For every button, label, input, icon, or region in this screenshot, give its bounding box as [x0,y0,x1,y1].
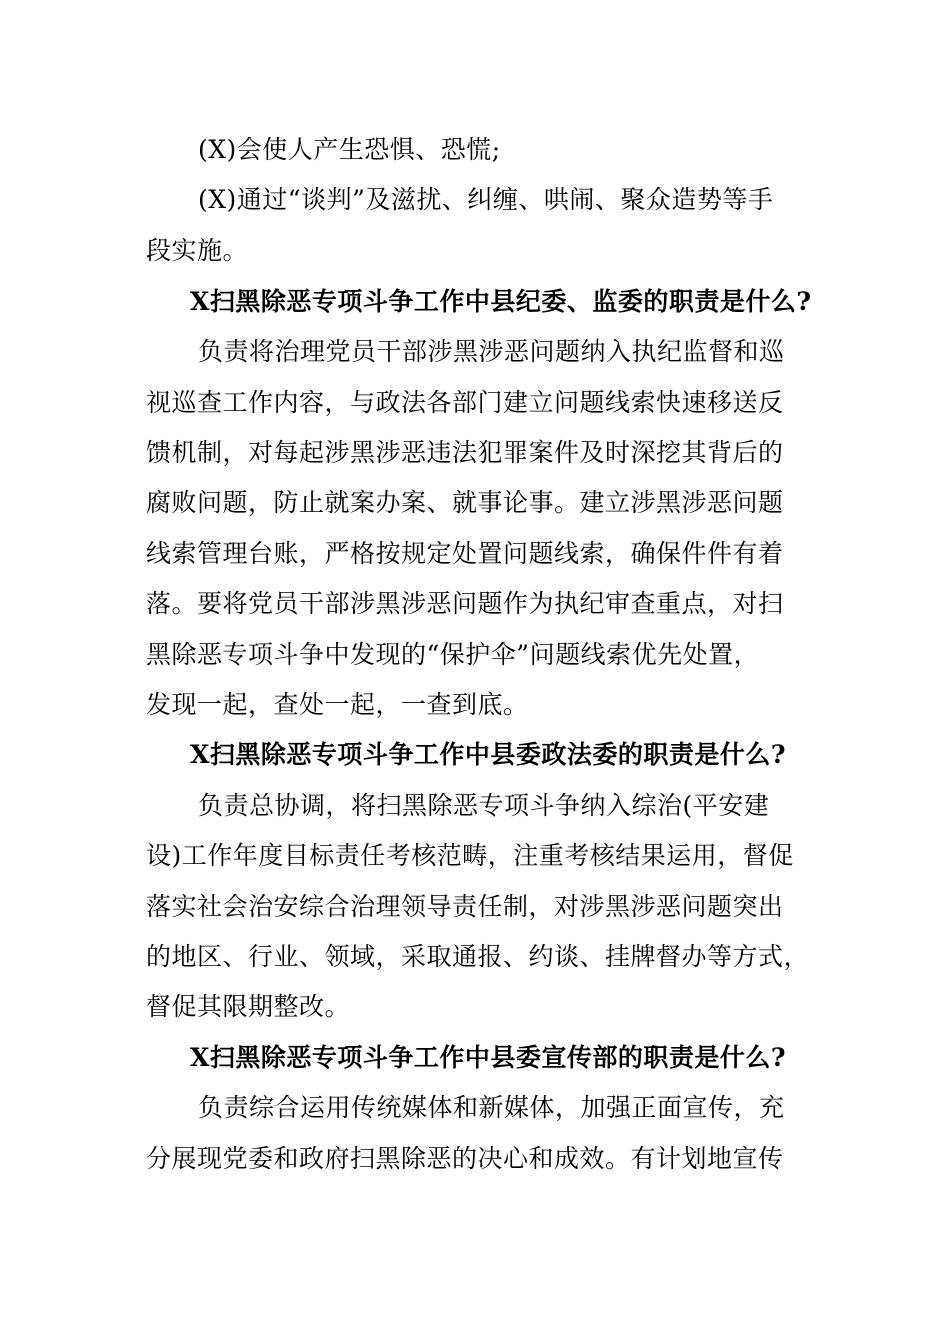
paragraph-line: 设)工作年度目标责任考核范畴，注重考核结果运用，督促 [146,841,794,870]
paragraph-line: 分展现党委和政府扫黑除恶的决心和成效。有计划地宣传 [146,1144,784,1173]
paragraph-line: 的地区、行业、领域，采取通报、约谈、挂牌督办等方式， [146,942,810,971]
section-heading-propaganda-department: X扫黑除恶专项斗争工作中县委宣传部的职责是什么? [190,1043,787,1072]
paragraph-line: 督促其限期整改。 [146,992,351,1021]
paragraph-line: 段实施。 [146,236,249,265]
paragraph-line: 落。要将党员干部涉黑涉恶问题作为执纪审查重点，对扫 [146,589,784,618]
paragraph-line: 线索管理台账，严格按规定处置问题线索，确保件件有着 [146,539,784,568]
paragraph-line: 视巡查工作内容，与政法各部门建立问题线索快速移送反 [146,388,784,417]
paragraph-line: 负责综合运用传统媒体和新媒体，加强正面宣传，充 [198,1093,785,1122]
paragraph-line: 落实社会治安综合治理领导责任制，对涉黑涉恶问题突出 [146,892,784,921]
paragraph-line: 馈机制，对每起涉黑涉恶违法犯罪案件及时深挖其背后的 [146,438,784,467]
section-heading-discipline-commission: X扫黑除恶专项斗争工作中县纪委、监委的职责是什么? [190,287,812,316]
paragraph-line: 腐败问题，防止就案办案、就事论事。建立涉黑涉恶问题 [146,488,784,517]
paragraph-line: 黑除恶专项斗争中发现的“保护伞”问题线索优先处置， [146,640,760,669]
section-heading-political-legal-commission: X扫黑除恶专项斗争工作中县委政法委的职责是什么? [190,740,787,769]
paragraph-line: 负责总协调，将扫黑除恶专项斗争纳入综治(平安建 [198,791,770,820]
paragraph-line: 负责将治理党员干部涉黑涉恶问题纳入执纪监督和巡 [198,337,785,366]
list-item-negotiation: (X)通过“谈判”及滋扰、纠缠、哄闹、聚众造势等手 [198,185,774,214]
list-item-fear: (X)会使人产生恐惧、恐慌; [198,135,501,164]
paragraph-line: 发现一起，查处一起，一查到底。 [146,690,529,719]
